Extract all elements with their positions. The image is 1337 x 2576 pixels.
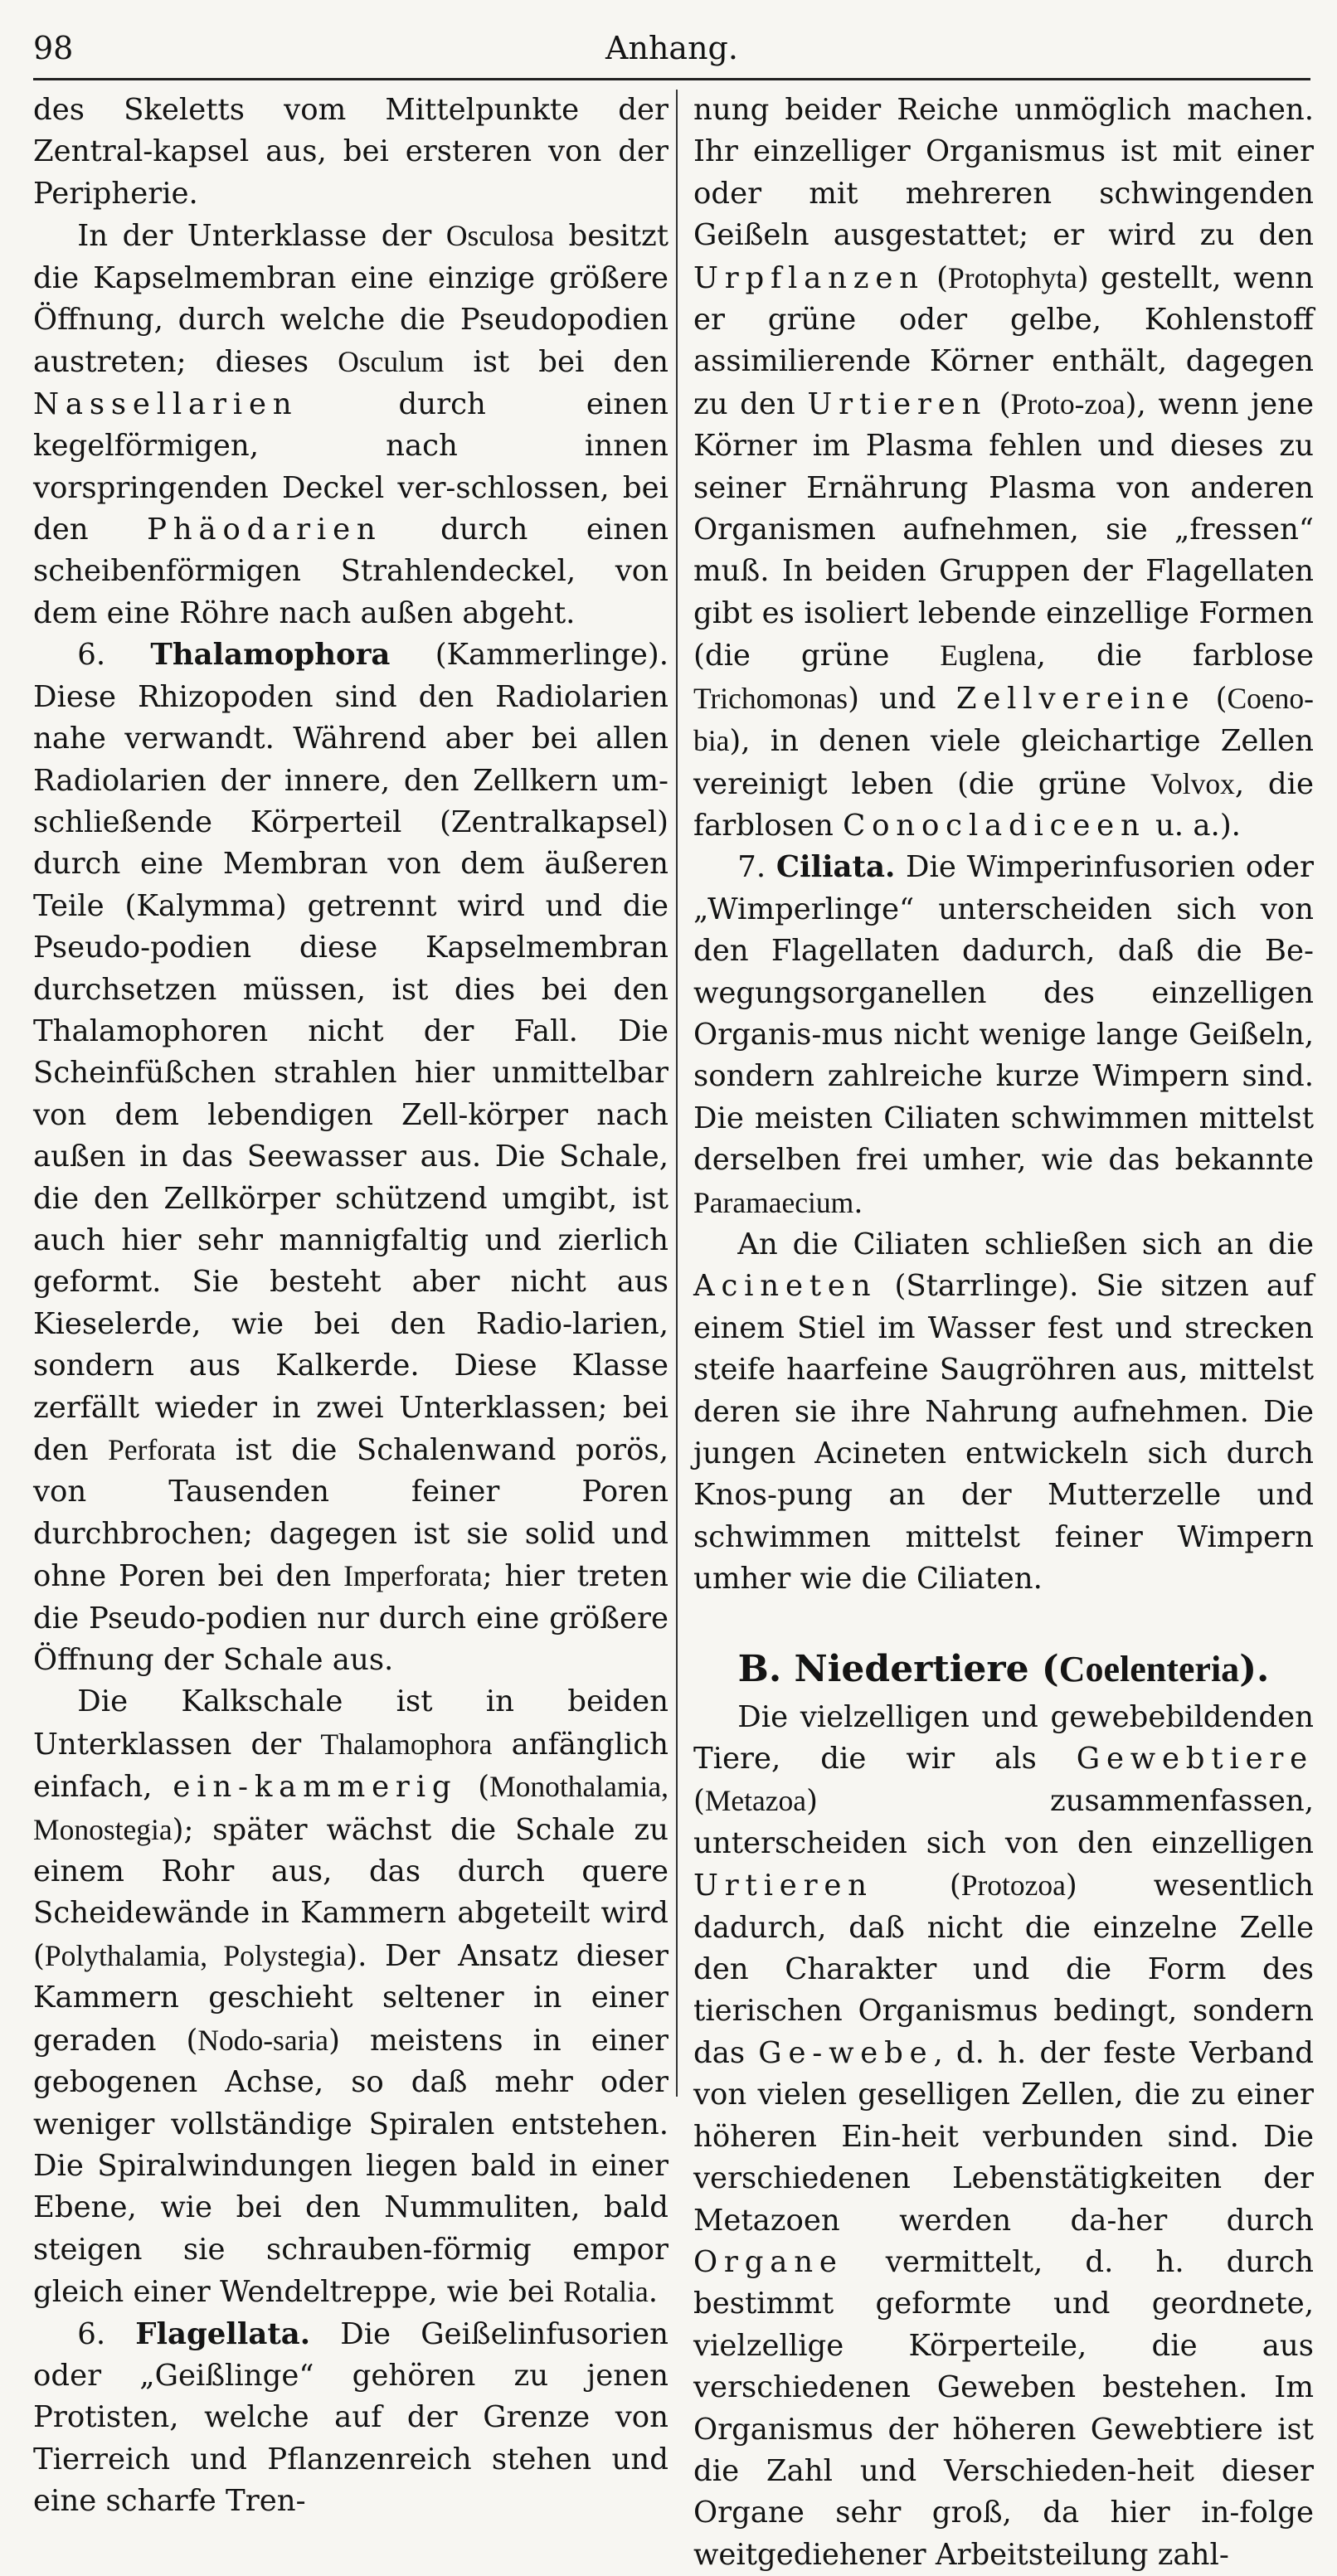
latin-term-text: Imperforata (343, 1559, 483, 1593)
body-text: durch einen kegelförmigen, nach innen vorspringenden Deckel ver-schlossen, bei den (33, 386, 668, 547)
body-text: besitzt die Kapselmembran eine einzige größere Öffnung, durch welche die Pseudopodien austreten; dieses (33, 219, 669, 380)
body-text: ist bei den (444, 345, 668, 380)
paragraph (693, 90, 1314, 847)
left-column (33, 90, 669, 2519)
latin-term-text: Nodo-saria (197, 2023, 329, 2057)
body-text: des Skeletts vom Mittelpunkte der Zentral-kapsel aus, bei ersteren von der Peripherie. (33, 93, 668, 211)
body-text: ( (987, 386, 1011, 421)
body-text: ( (457, 1770, 490, 1805)
body-text: ) und (848, 681, 956, 716)
page-number: 98 (33, 30, 74, 66)
body-text: 7. (737, 850, 776, 885)
latin-term-text: Perforata (108, 1433, 216, 1466)
spaced-emphasis-text: Ge-webe (758, 2035, 934, 2070)
body-text: ), in denen viele gleichartige Zellen vereinigt leben (die grüne (693, 724, 1314, 801)
latin-term-text: Coelenteria (1058, 1648, 1240, 1689)
latin-term-text: Protophyta (948, 260, 1077, 294)
paragraph (693, 1697, 1314, 2576)
paragraph (33, 2314, 668, 2523)
page-header (33, 23, 1310, 73)
body-text: , d. h. der feste Verband von vielen geselligen Zellen, die zu einer höheren Ein-heit verbunden sind. Die verschiedenen Lebenstätigkeiten der Metazoen werden da-her durch (693, 2035, 1314, 2238)
body-text: Die Wimperinfusorien oder „Wimperlinge“ unterscheiden sich von den Flagellaten dadurch, daß die Be-wegungsorganellen des einzelligen Organis-mus nicht wenige lange Geißeln, sondern zahlreiche kurze Wimpern sind. Die meisten Ciliaten schwimmen mittelst derselben frei umher, wie das bekannte (693, 850, 1314, 1178)
latin-term-text: Coeno-bia (693, 681, 1314, 758)
bold-heading-text: Thalamophora (150, 638, 391, 673)
body-text: . (853, 1185, 863, 1220)
spaced-emphasis-text: Conocladiceen (843, 808, 1146, 843)
body-text: ) meistens in einer gebogenen Achse, so daß mehr oder weniger vollständige Spiralen entstehen. Die Spiralwindungen liegen bald in einer Ebene, wie bei den Nummuliten, bald steigen sie schrauben-förmig empor gleich einer Wendeltreppe, wie bei (33, 2023, 668, 2310)
body-text: ( (1195, 681, 1228, 716)
latin-term-text: Paramaecium (693, 1185, 854, 1219)
latin-term-text: Protozoa (960, 1869, 1066, 1903)
spaced-emphasis-text: Urtieren (807, 386, 988, 421)
latin-term-text: Volvox (1150, 766, 1235, 800)
running-head: Anhang. (605, 30, 738, 66)
body-text: anfänglich einfach, (33, 1727, 668, 1805)
latin-term-text: Monothalamia, Monostegia (33, 1770, 668, 1846)
body-text: An die Ciliaten schließen sich an die (737, 1227, 1314, 1261)
latin-term-text: Rotalia (563, 2275, 649, 2309)
header-rule (33, 78, 1310, 80)
body-text: durch einen scheibenförmigen Strahlendeckel, von dem eine Röhre nach außen abgeht. (33, 513, 668, 630)
latin-term-text: Osculosa (445, 219, 555, 253)
paragraph (33, 90, 668, 215)
body-text: ; hier treten die Pseudo-podien nur durch eine größere Öffnung der Schale aus. (33, 1559, 668, 1678)
body-text: u. a.). (1145, 808, 1241, 843)
latin-term-text: Osculum (338, 345, 445, 379)
bold-heading-text: Flagellata. (135, 2316, 311, 2351)
latin-term-text: Trichomonas (693, 681, 848, 715)
paragraph (693, 1224, 1314, 1601)
body-text: . (648, 2275, 659, 2310)
body-text: Die vielzelligen und gewebebildenden Tiere, die wir als (693, 1699, 1314, 1776)
body-text: nung beider Reiche unmöglich machen. Ihr einzelliger Organismus ist mit einer oder mit mehreren schwingenden Geißeln ausgestattet; er wird zu den (693, 93, 1314, 253)
body-text: B. Niedertiere ( (737, 1647, 1059, 1690)
latin-term-text: Polythalamia, Polystegia (44, 1938, 347, 1972)
body-text: 6. (77, 638, 151, 673)
bold-heading-text: Ciliata. (775, 850, 896, 885)
body-text: ), wenn jene Körner im Plasma fehlen und dieses zu seiner Ernährung Plasma von anderen Organismen aufnehmen, sie „fressen“ muß. In beiden Gruppen der Flagellaten gibt es isoliert lebende einzellige Formen (die grüne (693, 386, 1315, 673)
body-text: ) zusammenfassen, unterscheiden sich von den einzelligen (693, 1784, 1314, 1860)
body-text: (Kammerlinge). Diese Rhizopoden sind den Radiolarien nahe verwandt. Während aber bei allen Radiolarien der innere, den Zellkern um-schließende Körperteil (Zentralkapsel) durch eine Membran von dem äußeren Teile (Kalymma) getrennt wird und die Pseudo-podien diese Kapselmembran durchsetzen müssen, ist dies bei den Thalamophoren nicht der Fall. Die Scheinfüßchen strahlen hier unmittelbar von dem lebendigen Zell-körper nach außen in das Seewasser aus. Die Schale, die den Zellkörper schützend umgibt, ist auch hier sehr mannigfaltig und zierlich geformt. Sie besteht aber nicht aus Kieselerde, wie bei den Radio-larien, sondern aus Kalkerde. Diese Klasse zerfällt wieder in zwei Unterklassen; bei den (33, 638, 668, 1467)
latin-term-text: Euglena (940, 639, 1037, 673)
spaced-emphasis-text: Nassellarien (33, 386, 299, 421)
body-text: ( (873, 1869, 961, 1903)
spaced-emphasis-text: Gewebtiere (1076, 1742, 1314, 1776)
body-text: , die farblose (1036, 639, 1314, 673)
spaced-emphasis-text: Urpflanzen (693, 260, 925, 295)
spaced-emphasis-text: Phäodarien (147, 513, 382, 547)
section-heading (693, 1644, 1314, 1695)
latin-term-text: Metazoa (704, 1784, 807, 1818)
body-text: ( (693, 1784, 705, 1819)
spaced-emphasis-text: Urtieren (693, 1869, 873, 1903)
body-text: ). (1239, 1647, 1270, 1690)
latin-term-text: Thalamophora (320, 1727, 493, 1761)
column-divider (676, 90, 678, 2097)
spaced-emphasis-text: Zellvereine (955, 681, 1196, 716)
body-text: ) wesentlich dadurch, daß nicht die einzelne Zelle den Charakter und die Form des tierischen Organismus bedingt, sondern das (693, 1869, 1314, 2070)
body-text: In der Unterklasse der (77, 219, 446, 254)
spaced-emphasis-text: Acineten (693, 1269, 878, 1304)
body-text: (Starrlinge). Sie sitzen auf einem Stiel im Wasser fest und strecken steife haarfeine Saugröhren aus, mittelst deren sie ihre Nahrung aufnehmen. Die jungen Acineten entwickeln sich durch Knos-pung an der Mutterzelle und schwimmen mittelst feiner Wimpern umher wie die Ciliaten. (693, 1269, 1314, 1597)
body-text: ( (924, 260, 949, 295)
paragraph (33, 215, 668, 634)
paragraph (693, 847, 1314, 1224)
body-text: vermittelt, d. h. durch bestimmt geformte und geordnete, vielzellige Körperteile, die aus verschiedenen Geweben bestehen. Im Organismus der höheren Gewebtiere ist die Zahl und Verschieden-heit dieser Organe sehr groß, da hier in-folge weitgediehener Arbeitsteilung zahl- (693, 2244, 1314, 2572)
body-text: ) gestellt, wenn er grüne oder gelbe, Kohlenstoff assimilierende Körner enthält, dagegen zu den (693, 260, 1314, 421)
body-text: ); später wächst die Schale zu einem Rohr aus, das durch quere Scheidewände in Kammern abgeteilt wird ( (33, 1812, 668, 1973)
body-text: Die Kalkschale ist in beiden Unterklassen der (33, 1684, 668, 1762)
right-column (693, 90, 1315, 2572)
body-text: ist die Schalenwand porös, von Tausenden feiner Poren durchbrochen; dagegen ist sie solid und ohne Poren bei den (33, 1433, 668, 1594)
spaced-emphasis-text: Organe (693, 2244, 844, 2279)
body-text: , die farblosen (693, 766, 1314, 843)
paragraph (33, 634, 668, 1681)
spaced-emphasis-text: ein-kammerig (173, 1770, 458, 1805)
body-text: ). Der Ansatz dieser Kammern geschieht seltener in einer geraden ( (33, 1938, 668, 2058)
paragraph (33, 1681, 668, 2313)
body-text: Die Geißelinfusorien oder „Geißlinge“ gehören zu jenen Protisten, welche auf der Grenze von Tierreich und Pflanzenreich stehen und eine scharfe Tren- (33, 2316, 669, 2519)
body-text: 6. (77, 2316, 136, 2351)
latin-term-text: Proto-zoa (1010, 386, 1126, 420)
